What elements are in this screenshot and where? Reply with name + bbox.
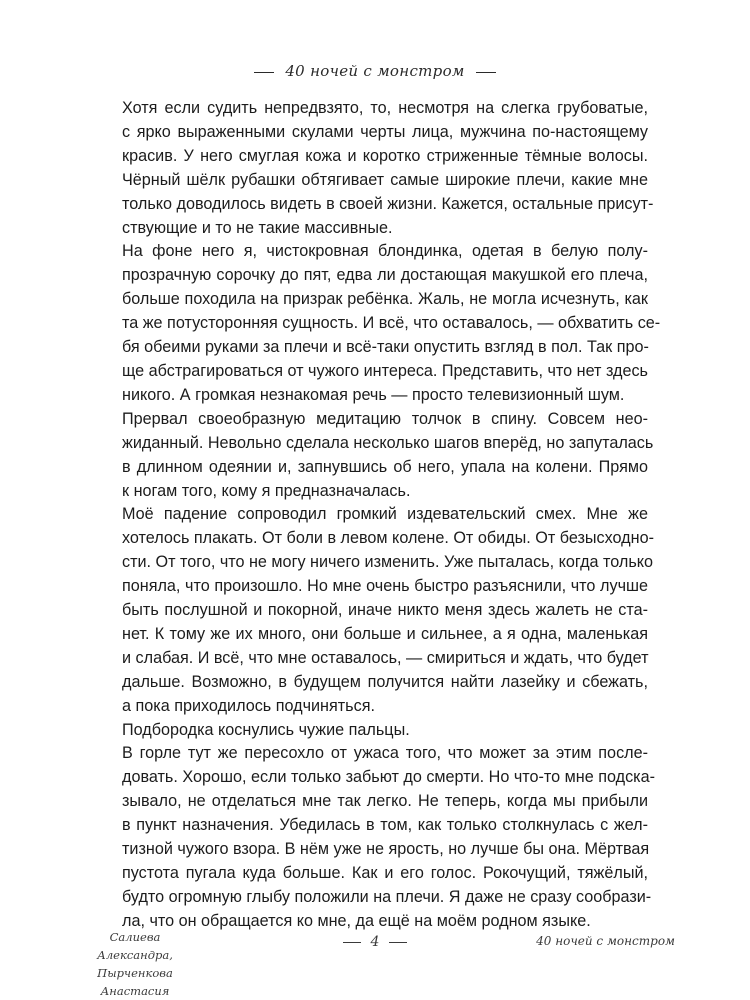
text-line: хотелось плакать. От боли в левом колене. От обиды. От безысходно- bbox=[122, 529, 654, 548]
text-line: На фоне него я, чистокровная блондинка, одетая в белую полу- bbox=[122, 242, 648, 261]
text-line: ствующие и то не такие массивные. bbox=[122, 218, 393, 237]
text-line: нет. К тому же их много, они больше и сильнее, а я одна, маленькая bbox=[122, 624, 648, 643]
page-number-dash-left bbox=[343, 942, 361, 943]
footer-authors bbox=[70, 928, 200, 1000]
page-footer bbox=[0, 928, 750, 998]
text-line: в длинном одеянии и, запнувшись об него, упала на колени. Прямо bbox=[122, 457, 648, 476]
running-title: 40 ночей с монстром bbox=[285, 62, 465, 80]
text-line: дальше. Возможно, в будущем получится найти лазейку и сбежать, bbox=[122, 672, 648, 691]
text-line: В горле тут же пересохло от ужаса того, что может за этим после- bbox=[122, 744, 648, 763]
text-line: прозрачную сорочку до пят, едва ли достающая макушкой его плеча, bbox=[122, 266, 648, 285]
text-line: будто огромную глыбу положили на плечи. Я даже не сразу сообрази- bbox=[122, 887, 652, 906]
text-line: бя обеими руками за плечи и всё-таки опустить взгляд в пол. Так про- bbox=[122, 338, 649, 357]
text-line: ще абстрагироваться от чужого интереса. Представить, что нет здесь bbox=[122, 361, 648, 380]
page-number bbox=[325, 934, 425, 950]
text-line: тизной чужого взора. В нём уже не ярость, но лучше бы она. Мёртвая bbox=[122, 840, 650, 859]
text-line: Хотя если судить непредвзято, то, несмотря на слегка грубоватые, bbox=[122, 99, 648, 117]
paragraph bbox=[108, 503, 654, 718]
text-line: зывало, не отделаться мне так легко. Не теперь, когда мы прибыли bbox=[122, 792, 648, 811]
text-line: Подбородка коснулись чужие пальцы. bbox=[122, 720, 410, 739]
footer-book-title: 40 ночей с монстром bbox=[536, 934, 675, 948]
header-dash-right bbox=[476, 72, 496, 73]
text-line: никого. А громкая незнакомая речь — просто телевизионный шум. bbox=[122, 385, 625, 404]
header-dash-left bbox=[254, 72, 274, 73]
page-number-value: 4 bbox=[370, 934, 380, 950]
text-line: а пока приходилось подчиняться. bbox=[122, 696, 375, 715]
paragraph bbox=[108, 719, 648, 743]
text-line: пустота пугала куда больше. Как и его голос. Рокочущий, тяжёлый, bbox=[122, 864, 648, 882]
paragraph bbox=[108, 97, 654, 240]
text-line: быть послушной и покорной, иначе никто меня здесь жалеть не ста- bbox=[122, 601, 648, 620]
text-line: с ярко выраженными скулами черты лица, мужчина по-настоящему bbox=[122, 122, 648, 141]
text-line: жиданный. Невольно сделала несколько шагов вперёд, но запуталась bbox=[122, 433, 654, 452]
author-line: Пырченкова Анастасия bbox=[97, 966, 173, 998]
paragraph bbox=[108, 408, 654, 504]
page-body-text bbox=[108, 97, 661, 934]
running-header bbox=[0, 62, 750, 80]
text-line: Моё падение сопроводил громкий издевательский смех. Мне же bbox=[122, 505, 648, 524]
text-line: Прервал своеобразную медитацию толчок в спину. Совсем нео- bbox=[122, 409, 648, 428]
text-line: сти. От того, что не могу ничего изменить. Уже пыталась, когда только bbox=[122, 553, 654, 572]
text-line: поняла, что произошло. Но мне очень быстро разъяснили, что лучше bbox=[122, 577, 648, 596]
paragraph bbox=[108, 742, 655, 933]
text-line: довать. Хорошо, если только забьют до смерти. Но что-то мне подска- bbox=[122, 768, 655, 787]
text-line: красив. У него смуглая кожа и коротко стриженные тёмные волосы. bbox=[122, 146, 648, 165]
text-line: к ногам того, кому я предназначалась. bbox=[122, 481, 411, 500]
author-line: Салиева Александра, bbox=[97, 930, 173, 962]
text-line: больше походила на призрак ребёнка. Жаль, не могла исчезнуть, как bbox=[122, 290, 648, 309]
text-line: Чёрный шёлк рубашки обтягивает самые широкие плечи, какие мне bbox=[122, 170, 648, 189]
page-number-dash-right bbox=[389, 942, 407, 943]
text-line: та же потусторонняя сущность. И всё, что оставалось, — обхватить се- bbox=[122, 314, 661, 333]
text-line: и слабая. И всё, что мне оставалось, — смириться и ждать, что будет bbox=[122, 648, 649, 667]
text-line: в пункт назначения. Убедилась в том, как только столкнулась с жел- bbox=[122, 816, 648, 835]
text-line: ла, что он обращается ко мне, да ещё на моём родном языке. bbox=[122, 911, 591, 930]
text-line: только доводилось видеть в своей жизни. Кажется, остальные присут- bbox=[122, 194, 654, 213]
paragraph bbox=[108, 240, 661, 407]
